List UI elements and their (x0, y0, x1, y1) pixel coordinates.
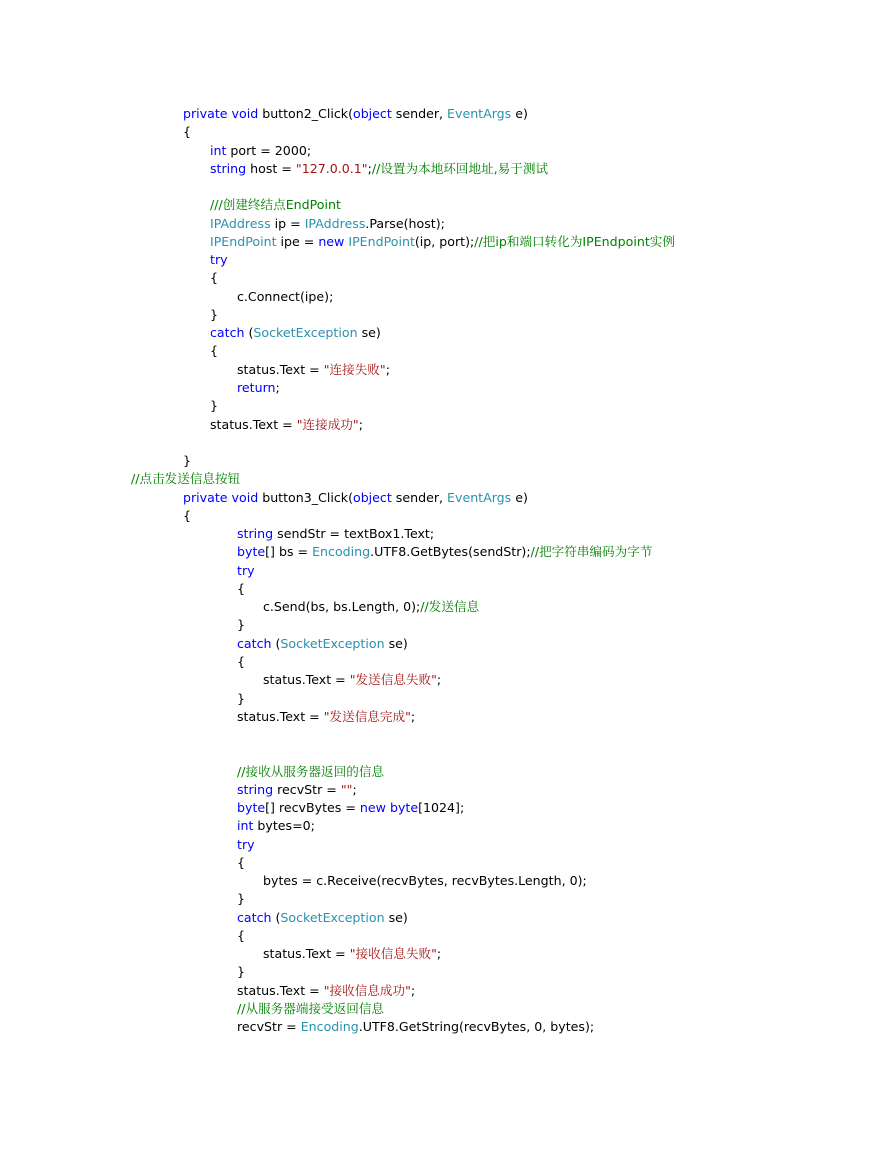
code-line (0, 799, 893, 817)
code-token-text: se) (384, 909, 408, 925)
code-token-type: IPEndPoint (210, 233, 277, 249)
code-listing (0, 105, 893, 1037)
code-token-comment: ///创建终结点EndPoint (210, 197, 341, 213)
code-line (0, 890, 893, 908)
code-token-text: .UTF8.GetString(recvBytes, 0, bytes); (358, 1019, 595, 1035)
code-token-text: ( (271, 909, 281, 925)
code-line (0, 361, 893, 379)
code-token-text: { (210, 343, 219, 359)
code-token-text: } (210, 398, 219, 414)
code-token-keyword: new (359, 800, 386, 816)
code-token-text: status.Text = (237, 361, 324, 377)
code-token-text: { (237, 854, 246, 870)
code-token-text: sendStr = textBox1.Text; (273, 526, 435, 542)
code-token-type: Encoding (300, 1019, 359, 1035)
code-token-text: .Parse(host); (365, 215, 445, 231)
code-line (0, 525, 893, 543)
code-token-keyword: private (183, 106, 228, 121)
code-token-comment: //设置为本地环回地址,易于测试 (371, 160, 549, 176)
code-line (0, 470, 893, 488)
code-token-text: recvStr = (237, 1019, 301, 1035)
code-token-type: EventArgs (447, 106, 512, 121)
code-line (0, 306, 893, 324)
code-line (0, 379, 893, 397)
code-token-comment: //接收从服务器返回的信息 (237, 763, 385, 779)
code-token-type: IPAddress (304, 215, 366, 231)
code-token-comment: //发送信息 (420, 599, 480, 615)
code-line (0, 872, 893, 890)
code-token-text: bytes=0; (253, 818, 315, 834)
code-token-type: EventArgs (447, 489, 512, 505)
code-line (0, 927, 893, 945)
code-token-text: port = 2000; (226, 142, 312, 158)
code-token-text: ; (367, 160, 372, 176)
code-token-string: "发送信息完成" (323, 708, 411, 724)
code-token-text: button3_Click( (258, 489, 353, 505)
code-token-keyword: string (237, 526, 274, 542)
code-token-text: [] recvBytes = (265, 800, 360, 816)
code-token-keyword: void (231, 106, 259, 121)
code-token-text: } (237, 964, 246, 980)
code-line (0, 909, 893, 927)
code-token-keyword: catch (210, 325, 245, 341)
code-token-keyword: int (210, 142, 227, 158)
code-token-keyword: new (318, 233, 345, 249)
code-token-type: IPAddress (210, 215, 271, 231)
code-line (0, 507, 893, 525)
code-line (0, 543, 893, 561)
code-line (0, 562, 893, 580)
code-line (0, 1018, 893, 1036)
code-token-text: e) (511, 489, 528, 505)
code-token-keyword: try (210, 252, 228, 268)
code-token-keyword: try (237, 836, 255, 852)
code-token-comment: //从服务器端接受返回信息 (237, 1001, 385, 1017)
code-token-text: c.Send(bs, bs.Length, 0); (263, 599, 421, 615)
code-token-text: status.Text = (263, 946, 350, 962)
code-token-text: recvStr = (273, 781, 341, 797)
code-line (0, 269, 893, 287)
code-line (0, 123, 893, 141)
code-line (0, 233, 893, 251)
code-token-keyword: string (237, 781, 274, 797)
code-token-text: ; (352, 781, 357, 797)
code-token-text: } (237, 891, 246, 907)
code-line (0, 854, 893, 872)
code-token-type: IPEndPoint (348, 233, 415, 249)
code-token-text: ; (275, 379, 280, 395)
code-line (0, 1000, 893, 1018)
code-token-text: status.Text = (237, 708, 324, 724)
code-token-comment: //把字符串编码为字节 (530, 544, 653, 560)
code-token-keyword: void (231, 489, 259, 505)
code-line (0, 690, 893, 708)
code-token-keyword: catch (237, 909, 272, 925)
code-token-text: sender, (391, 489, 448, 505)
code-token-text: ( (244, 325, 254, 341)
code-token-string: "接收信息失败" (349, 946, 437, 962)
code-line (0, 251, 893, 269)
code-line (0, 708, 893, 726)
code-token-text: { (210, 270, 219, 286)
code-token-keyword: byte (237, 544, 266, 560)
code-token-text: status.Text = (263, 672, 350, 688)
code-line (0, 982, 893, 1000)
code-line (0, 616, 893, 634)
code-token-text: { (183, 124, 192, 140)
code-line (0, 763, 893, 781)
code-token-text: ( (271, 635, 281, 651)
code-line (0, 653, 893, 671)
code-token-text: [] bs = (265, 544, 313, 560)
code-token-text: button2_Click( (258, 106, 353, 121)
code-token-text: ; (410, 708, 416, 724)
code-token-text: } (237, 617, 246, 633)
code-token-text: sender, (391, 106, 448, 121)
code-token-text: } (210, 306, 219, 322)
code-token-text: host = (246, 160, 296, 176)
code-token-type: SocketException (253, 325, 358, 341)
code-line (0, 580, 893, 598)
code-token-text: } (183, 453, 192, 469)
code-token-text: .UTF8.GetBytes(sendStr); (370, 544, 531, 560)
code-token-string: "连接失败" (323, 361, 386, 377)
code-token-comment: //点击发送信息按钮 (131, 471, 241, 487)
code-token-string: "连接成功" (296, 416, 359, 432)
code-token-text: se) (357, 325, 381, 341)
code-line (0, 817, 893, 835)
code-line (0, 671, 893, 689)
code-line (0, 744, 893, 762)
code-token-text: { (183, 507, 192, 523)
code-token-text: ip = (270, 215, 305, 231)
code-token-string: "接收信息成功" (323, 982, 411, 998)
code-line (0, 215, 893, 233)
code-token-text: [1024]; (418, 800, 465, 816)
code-token-text: ; (436, 946, 442, 962)
code-token-type: SocketException (280, 635, 385, 651)
code-line (0, 635, 893, 653)
code-token-keyword: return (237, 379, 276, 395)
code-line (0, 416, 893, 434)
code-line (0, 963, 893, 981)
code-token-keyword: object (352, 106, 392, 121)
code-token-text: { (237, 580, 246, 596)
code-token-text: ipe = (276, 233, 319, 249)
code-token-keyword: byte (237, 800, 266, 816)
code-line (0, 781, 893, 799)
code-token-text: status.Text = (237, 982, 324, 998)
code-line (0, 324, 893, 342)
code-token-comment: //把ip和端口转化为IPEndpoint实例 (474, 233, 675, 249)
code-line (0, 288, 893, 306)
code-line (0, 196, 893, 214)
code-line (0, 598, 893, 616)
code-token-keyword: string (210, 160, 247, 176)
code-token-keyword: private (183, 489, 228, 505)
code-token-text: { (237, 653, 246, 669)
code-line (0, 489, 893, 507)
code-token-text: c.Connect(ipe); (237, 288, 334, 304)
code-token-keyword: object (352, 489, 392, 505)
code-token-type: Encoding (312, 544, 371, 560)
code-token-type: SocketException (280, 909, 385, 925)
code-token-string: "127.0.0.1" (295, 160, 368, 176)
code-token-text: ; (358, 416, 363, 432)
code-line (0, 836, 893, 854)
code-token-keyword: try (237, 562, 255, 578)
code-line (0, 178, 893, 196)
code-line (0, 397, 893, 415)
code-token-text: ; (385, 361, 390, 377)
code-token-string: "发送信息失败" (349, 672, 437, 688)
code-line (0, 452, 893, 470)
code-line (0, 945, 893, 963)
code-token-keyword: int (237, 818, 254, 834)
code-line (0, 342, 893, 360)
code-token-text: status.Text = (210, 416, 297, 432)
code-line (0, 142, 893, 160)
code-token-text: { (237, 927, 246, 943)
code-token-keyword: byte (389, 800, 419, 816)
code-token-text: } (237, 690, 246, 706)
code-line (0, 434, 893, 452)
code-line (0, 160, 893, 178)
code-token-text: ; (410, 982, 416, 998)
code-token-keyword: catch (237, 635, 272, 651)
code-token-text: (ip, port); (414, 233, 475, 249)
code-token-text: se) (384, 635, 408, 651)
code-token-text: e) (511, 106, 528, 121)
code-token-text: ; (436, 672, 442, 688)
code-line (0, 726, 893, 744)
code-line (0, 105, 893, 123)
code-token-text: bytes = c.Receive(recvBytes, recvBytes.Length, 0); (263, 873, 587, 889)
code-token-string: "" (340, 781, 353, 797)
